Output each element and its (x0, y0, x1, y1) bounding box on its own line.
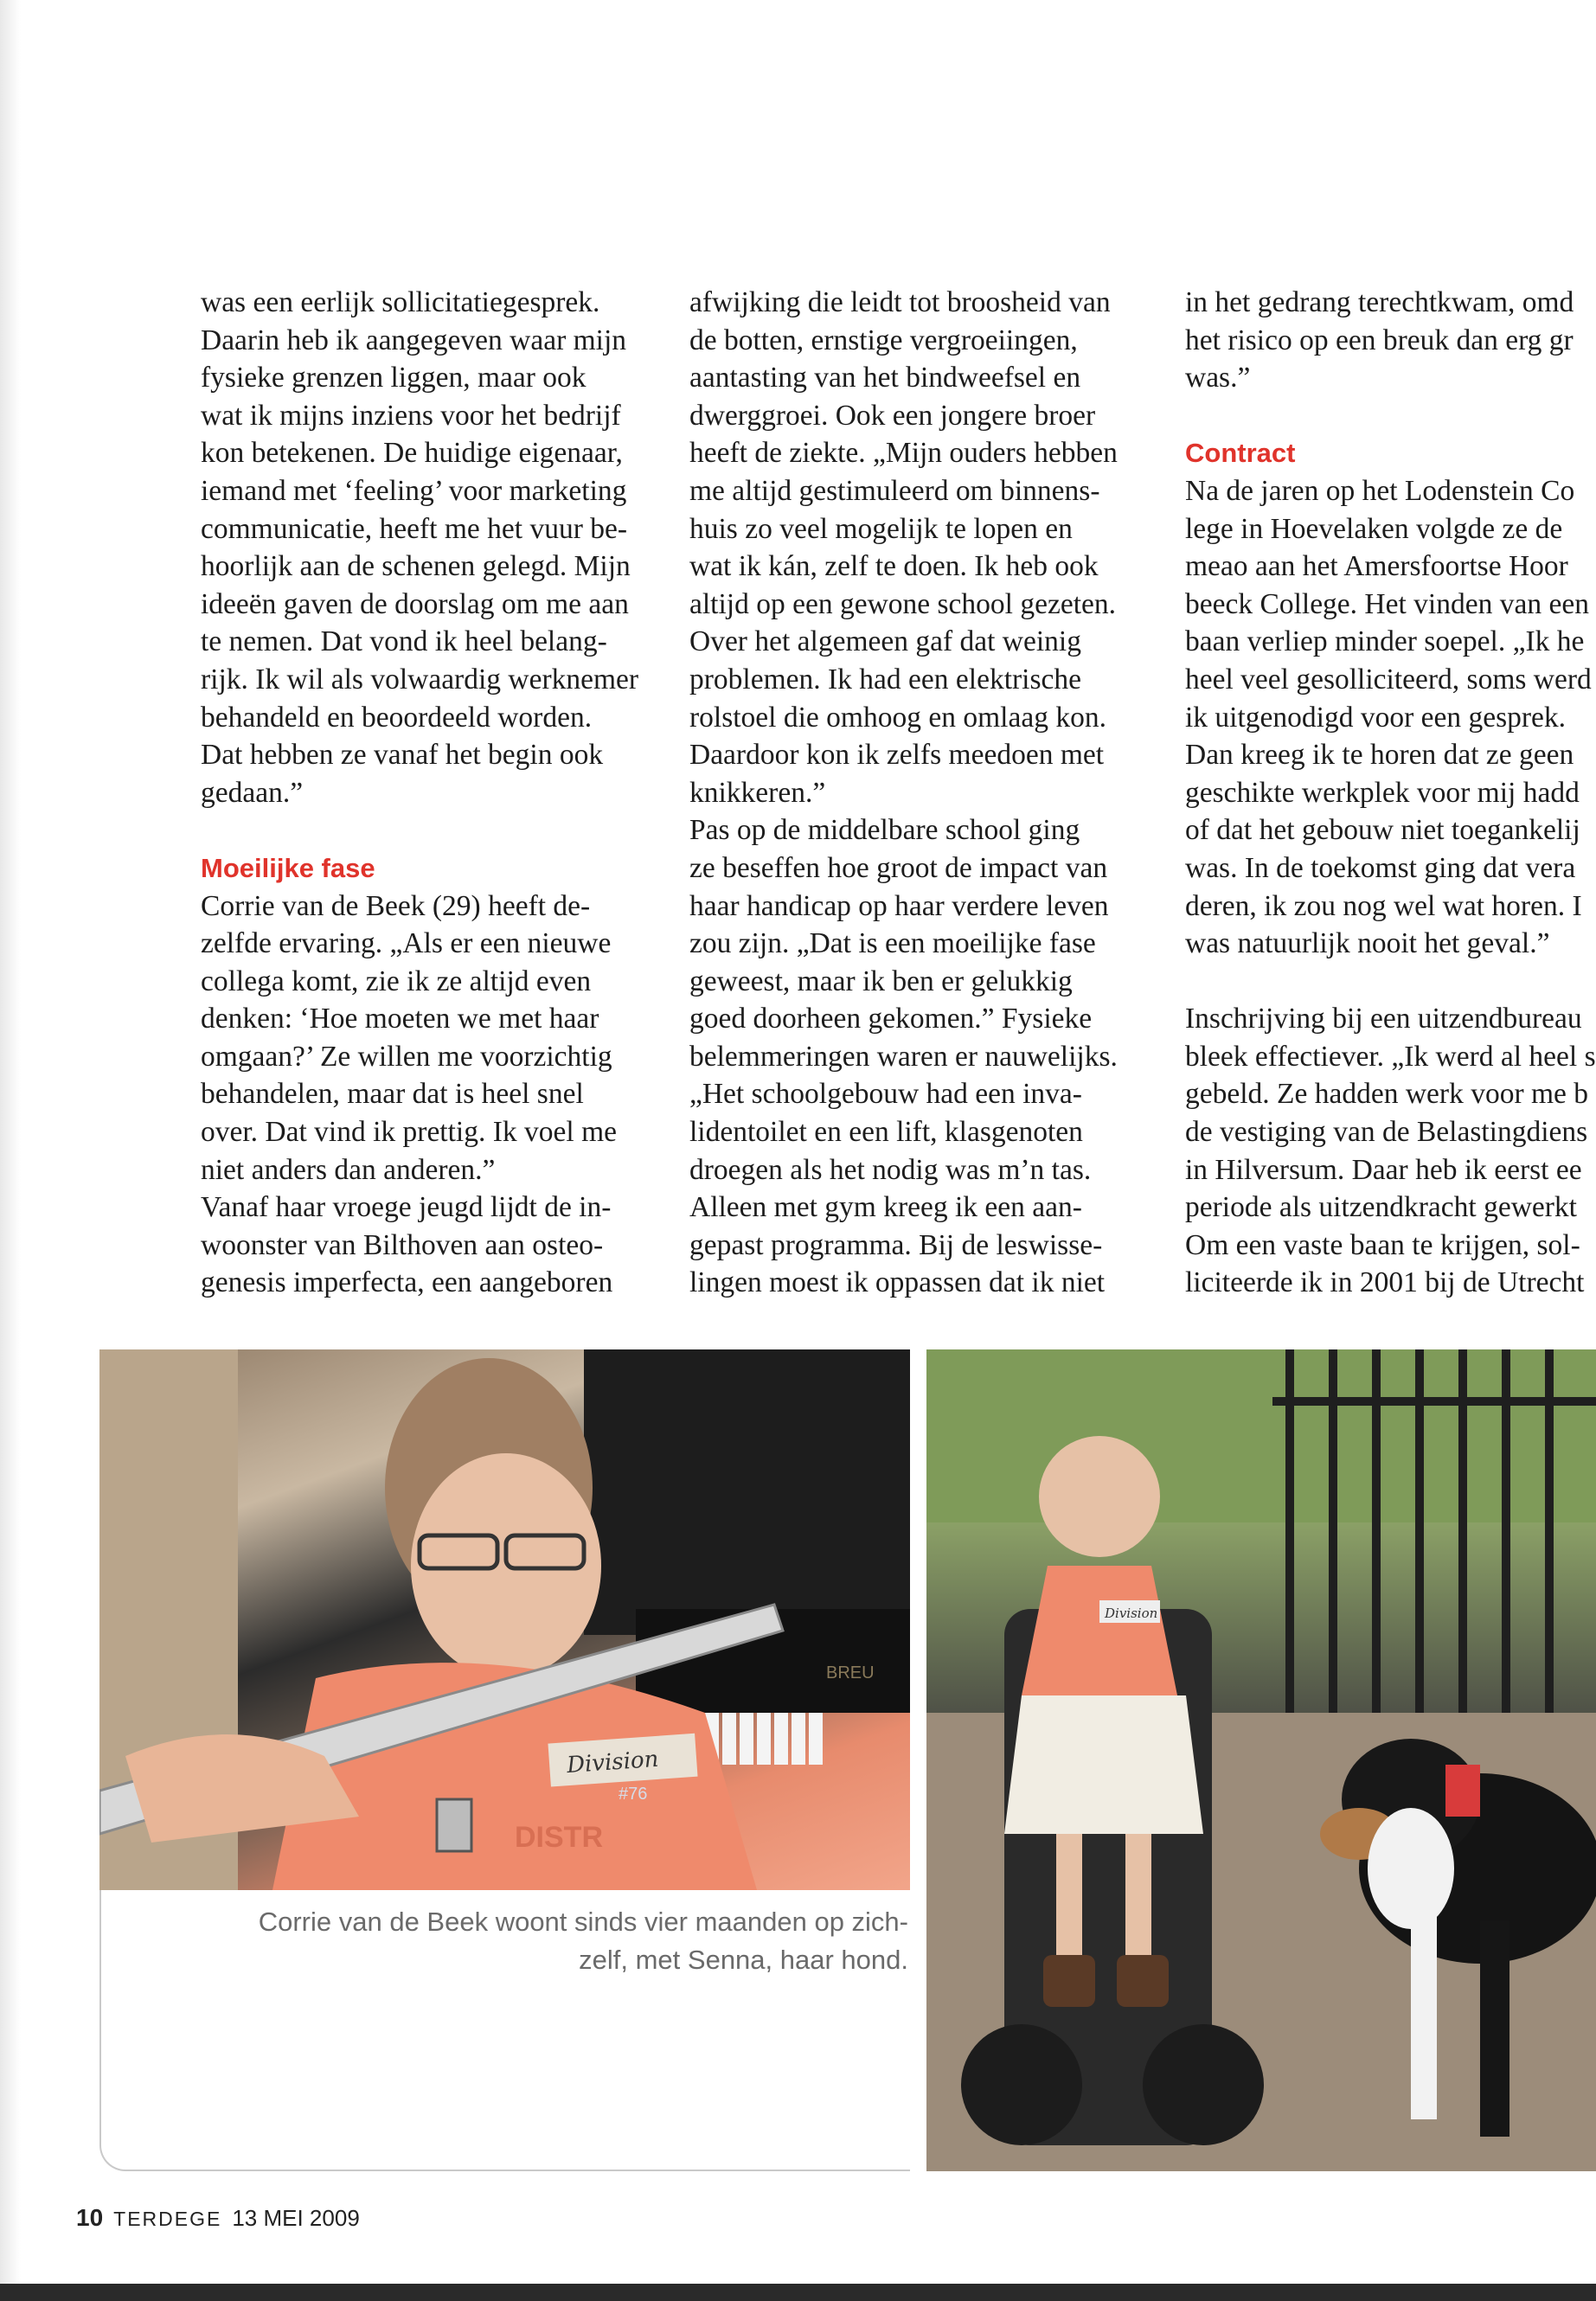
page-edge (0, 0, 21, 2301)
body-text-line: goed doorheen gekomen.” Fysieke (689, 1003, 1093, 1035)
body-text-line: Om een vaste baan te krijgen, sol- (1185, 1228, 1580, 1261)
body-text-line: in het gedrang terechtkwam, omd (1185, 286, 1574, 318)
body-text-line: niet anders dan anderen.” (201, 1153, 496, 1186)
body-text-line: ik uitgenodigd voor een gesprek. (1185, 701, 1567, 734)
body-text-line: huis zo veel mogelijk te lopen en (689, 512, 1073, 545)
body-text-line: was een eerlijk sollicitatiegesprek. (201, 286, 600, 318)
body-text-line: droegen als het nodig was m’n tas. (689, 1153, 1092, 1186)
body-text-line: Daardoor kon ik zelfs meedoen met (689, 739, 1105, 772)
body-text-line: Alleen met gym kreeg ik een aan- (689, 1191, 1082, 1224)
article-column-3 (1185, 284, 1596, 1302)
body-text-line: communicatie, heeft me het vuur be- (201, 512, 627, 545)
body-text-line: deren, ik zou nog wel wat horen. I (1185, 889, 1582, 922)
bottom-edge (0, 2284, 1596, 2301)
body-text-line: Na de jaren op het Lodenstein Co (1185, 474, 1575, 507)
body-text-line: de vestiging van de Belastingdiens (1185, 1116, 1588, 1149)
body-text-line: dwerggroei. Ook een jongere broer (689, 399, 1096, 432)
body-text-line: lege in Hoevelaken volgde ze de (1185, 512, 1563, 545)
body-text-line: heeft de ziekte. „Mijn ouders hebben (689, 437, 1118, 470)
body-text-line: zou zijn. „Dat is een moeilijke fase (689, 927, 1096, 960)
body-text-line: Inschrijving bij een uitzendbureau (1185, 1003, 1582, 1035)
body-text-line: ze beseffen hoe groot de impact van (689, 851, 1108, 884)
body-text-line: denken: ‘Hoe moeten we met haar (201, 1003, 599, 1035)
paragraph-gap (201, 811, 685, 849)
body-text-line: in Hilversum. Daar heb ik eerst ee (1185, 1153, 1582, 1186)
body-text-line: behandelen, maar dat is heel snel (201, 1078, 584, 1111)
body-text-line: zelfde ervaring. „Als er een nieuwe (201, 927, 612, 960)
body-text-line: lingen moest ik oppassen dat ik niet (689, 1266, 1106, 1299)
body-text-line: Corrie van de Beek (29) heeft de- (201, 889, 591, 922)
body-text-line: het risico op een breuk dan erg gr (1185, 324, 1574, 356)
badge-number: #76 (619, 1785, 648, 1804)
body-text-line: was natuurlijk nooit het geval.” (1185, 927, 1550, 960)
body-text-line: afwijking die leidt tot broosheid van (689, 286, 1111, 318)
body-text-line: gedaan.” (201, 776, 304, 809)
body-text-line: Dat hebben ze vanaf het begin ook (201, 739, 604, 772)
article-column-2 (689, 284, 1157, 1302)
article-column-1 (201, 284, 685, 1302)
body-text-line: rolstoel die omhoog en omlaag kon. (689, 701, 1106, 734)
paragraph-gap (1185, 397, 1596, 435)
body-text-line: wat ik kán, zelf te doen. Ik heb ook (689, 550, 1099, 583)
body-text-line: woonster van Bilthoven aan osteo- (201, 1228, 604, 1261)
body-text-line: te nemen. Dat vond ik heel belang- (201, 625, 607, 658)
body-text-line: Dan kreeg ik te horen dat ze geen (1185, 739, 1574, 772)
body-text-line: Pas op de middelbare school ging (689, 814, 1080, 847)
body-text-line: haar handicap op haar verdere leven (689, 889, 1109, 922)
body-text-line: of dat het gebouw niet toegankelij (1185, 814, 1580, 847)
body-text-line: knikkeren.” (689, 776, 826, 809)
body-text-line: heel veel gesolliciteerd, soms werd (1185, 663, 1592, 695)
body-text-line: de botten, ernstige vergroeiingen, (689, 324, 1078, 356)
body-text-line: wat ik mijns inziens voor het bedrijf (201, 399, 621, 432)
body-text-line: omgaan?’ Ze willen me voorzichtig (201, 1040, 612, 1073)
body-text-line: „Het schoolgebouw had een inva- (689, 1078, 1082, 1111)
caption-line-2: zelf, met Senna, haar hond. (579, 1945, 908, 1975)
body-text-line: lidentoilet en een lift, klasgenoten (689, 1116, 1083, 1149)
body-text-line: belemmeringen waren er nauwelijks. (689, 1040, 1118, 1073)
body-text-line: over. Dat vind ik prettig. Ik voel me (201, 1116, 617, 1149)
caption-line-1: Corrie van de Beek woont sinds vier maanden op zich- (258, 1907, 908, 1937)
body-text-line: Vanaf haar vroege jeugd lijdt de in- (201, 1191, 612, 1224)
body-text-line: geweest, maar ik ben er gelukkig (689, 965, 1073, 997)
body-text-line: beeck College. Het vinden van een (1185, 587, 1589, 620)
body-text-line: behandeld en beoordeeld worden. (201, 701, 593, 734)
body-text-line: was.” (1185, 362, 1251, 394)
photo-caption (147, 1903, 908, 1979)
issue-date: 13 MEI 2009 (232, 2205, 360, 2231)
section-heading: Moeilijke fase (201, 852, 375, 883)
body-text-line: Daarin heb ik aangegeven waar mijn (201, 324, 627, 356)
body-text-line: kon betekenen. De huidige eigenaar, (201, 437, 623, 470)
body-text-line: was. In de toekomst ging dat vera (1185, 851, 1576, 884)
body-text-line: rijk. Ik wil als volwaardig werknemer (201, 663, 639, 695)
body-text-line: liciteerde ik in 2001 bij de Utrecht (1185, 1266, 1585, 1299)
section-heading: Contract (1185, 438, 1296, 469)
body-text-line: genesis imperfecta, een aangeboren (201, 1266, 613, 1299)
photo-wheelchair-with-dog (926, 1349, 1596, 2171)
body-text-line: gepast programma. Bij de leswisse- (689, 1228, 1103, 1261)
body-text-line: me altijd gestimuleerd om binnens- (689, 474, 1100, 507)
name-tag-text: Division (566, 1746, 660, 1779)
name-tag-text-right: Division (1105, 1606, 1158, 1621)
body-text-line: altijd op een gewone school gezeten. (689, 587, 1117, 620)
body-text-line: geschikte werkplek voor mij hadd (1185, 776, 1580, 809)
photo-flute-player (99, 1349, 910, 1890)
body-text-line: gebeld. Ze hadden werk voor me b (1185, 1078, 1589, 1111)
body-text-line: ideeën gaven de doorslag om me aan (201, 587, 629, 620)
paragraph-gap (1185, 963, 1596, 1001)
page-number: 10 (76, 2204, 104, 2231)
body-text-line: periode als uitzendkracht gewerkt (1185, 1191, 1577, 1224)
body-text-line: problemen. Ik had een elektrische (689, 663, 1081, 695)
body-text-line: Over het algemeen gaf dat weinig (689, 625, 1081, 658)
body-text-line: bleek effectiever. „Ik werd al heel s (1185, 1040, 1596, 1073)
page-footer (76, 2204, 360, 2232)
body-text-line: collega komt, zie ik ze altijd even (201, 965, 592, 997)
body-text-line: aantasting van het bindweefsel en (689, 362, 1081, 394)
body-text-line: fysieke grenzen liggen, maar ook (201, 362, 586, 394)
body-text-line: iemand met ‘feeling’ voor marketing (201, 474, 627, 507)
body-text-line: meao aan het Amersfoortse Hoor (1185, 550, 1568, 583)
body-text-line: baan verliep minder soepel. „Ik he (1185, 625, 1585, 658)
shirt-print: DISTR (515, 1821, 603, 1854)
body-text-line: hoorlijk aan de schenen gelegd. Mijn (201, 550, 631, 583)
piano-brand: BREU (826, 1663, 875, 1682)
magazine-name: TERDEGE (113, 2208, 222, 2230)
